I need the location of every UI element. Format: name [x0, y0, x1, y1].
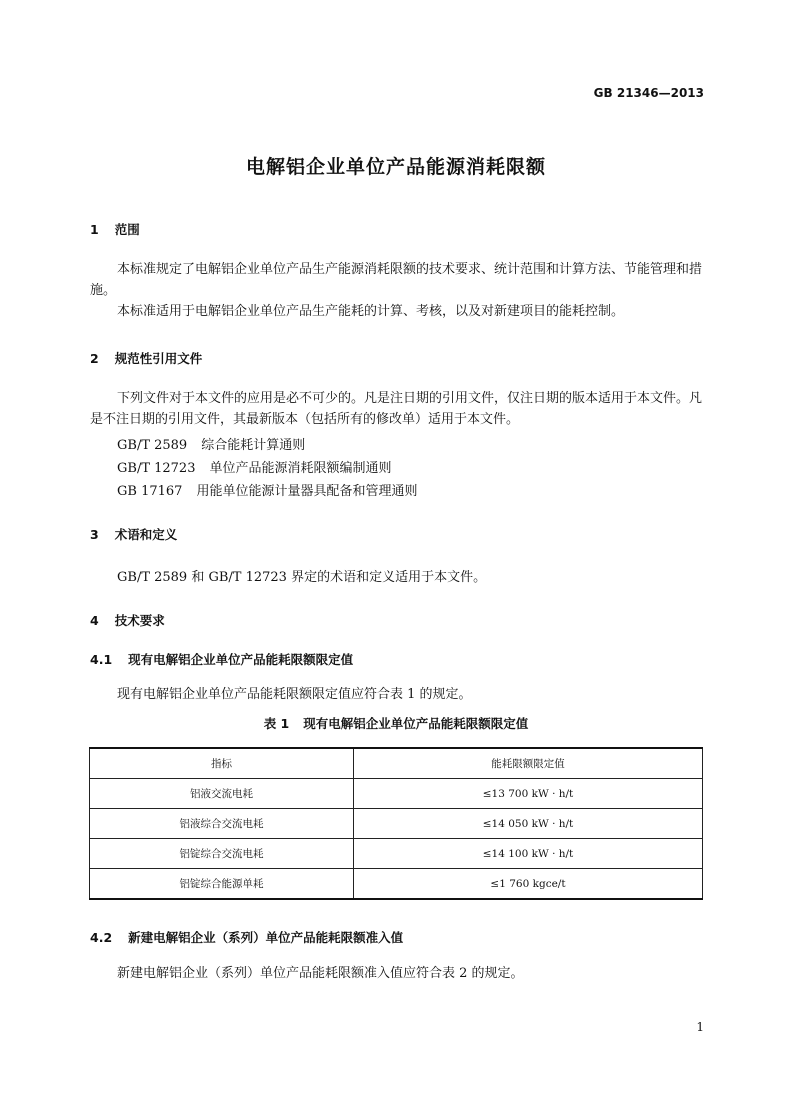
section-4-heading: [90, 611, 165, 629]
table-cell: ≤14 100 kW · h/t: [354, 839, 703, 869]
section-title: 术语和定义: [114, 527, 178, 542]
table-row: [90, 779, 703, 809]
reference-name: 综合能耗计算通则: [201, 438, 306, 453]
table-cell: ≤13 700 kW · h/t: [354, 779, 703, 809]
table-caption-number: 表 1: [263, 716, 290, 731]
table-cell: 铝锭综合交流电耗: [90, 839, 354, 869]
document-title: 电解铝企业单位产品能源消耗限额: [245, 156, 546, 178]
section-number: 2: [90, 351, 99, 366]
section-number: 1: [90, 222, 99, 237]
section-3-paragraph-1: GB/T 2589 和 GB/T 12723 界定的术语和定义适用于本文件。: [117, 570, 487, 585]
section-title: 规范性引用文件: [114, 351, 203, 366]
table-row: [90, 809, 703, 839]
section-title: 技术要求: [114, 613, 165, 628]
column-header: 指标: [90, 748, 354, 779]
section-3-heading: [90, 525, 177, 543]
subsection-4-2-heading: [90, 928, 403, 946]
subsection-number: 4.2: [90, 930, 113, 945]
reference-code: GB/T 2589: [117, 438, 188, 453]
table-header-row: [90, 748, 703, 779]
table-row: [90, 839, 703, 869]
reference-name: 用能单位能源计量器具配备和管理通则: [196, 484, 418, 499]
standard-number: GB 21346—2013: [593, 86, 704, 100]
table-caption-title: 现有电解铝企业单位产品能耗限额限定值: [303, 716, 529, 731]
reference-item: [117, 480, 417, 499]
reference-name: 单位产品能源消耗限额编制通则: [209, 461, 392, 476]
section-2-paragraph-1: 下列文件对于本文件的应用是必不可少的。凡是注日期的引用文件，仅注日期的版本适用于本文件。凡是不注日期的引用文件，其最新版本（包括所有的修改单）适用于本文件。: [90, 391, 703, 427]
table-cell: 铝液交流电耗: [90, 779, 354, 809]
section-1-paragraph-1: 本标准规定了电解铝企业单位产品生产能源消耗限额的技术要求、统计范围和计算方法、节能管理和措施。: [90, 262, 703, 298]
section-2-heading: [90, 349, 202, 367]
table-cell: ≤14 050 kW · h/t: [354, 809, 703, 839]
section-number: 4: [90, 613, 99, 628]
page-number: 1: [696, 1020, 704, 1034]
section-1-paragraph-2: 本标准适用于电解铝企业单位产品生产能耗的计算、考核，以及对新建项目的能耗控制。: [117, 304, 625, 319]
table-row: [90, 869, 703, 900]
subsection-number: 4.1: [90, 652, 113, 667]
section-title: 范围: [114, 222, 140, 237]
reference-code: GB/T 12723: [117, 461, 196, 476]
subsection-4-2-paragraph: 新建电解铝企业（系列）单位产品能耗限额准入值应符合表 2 的规定。: [117, 966, 524, 981]
table-1-caption: [0, 714, 792, 732]
reference-item: [117, 434, 305, 453]
subsection-4-1-paragraph: 现有电解铝企业单位产品能耗限额限定值应符合表 1 的规定。: [117, 687, 472, 702]
subsection-title: 现有电解铝企业单位产品能耗限额限定值: [128, 652, 354, 667]
section-1-heading: [90, 220, 140, 238]
table-cell: 铝液综合交流电耗: [90, 809, 354, 839]
column-header: 能耗限额限定值: [354, 748, 703, 779]
subsection-title: 新建电解铝企业（系列）单位产品能耗限额准入值: [128, 930, 404, 945]
table-cell: 铝锭综合能源单耗: [90, 869, 354, 900]
reference-code: GB 17167: [117, 484, 183, 499]
subsection-4-1-heading: [90, 650, 353, 668]
table-cell: ≤1 760 kgce/t: [354, 869, 703, 900]
table-1: [89, 747, 703, 900]
reference-item: [117, 457, 392, 476]
section-number: 3: [90, 527, 99, 542]
